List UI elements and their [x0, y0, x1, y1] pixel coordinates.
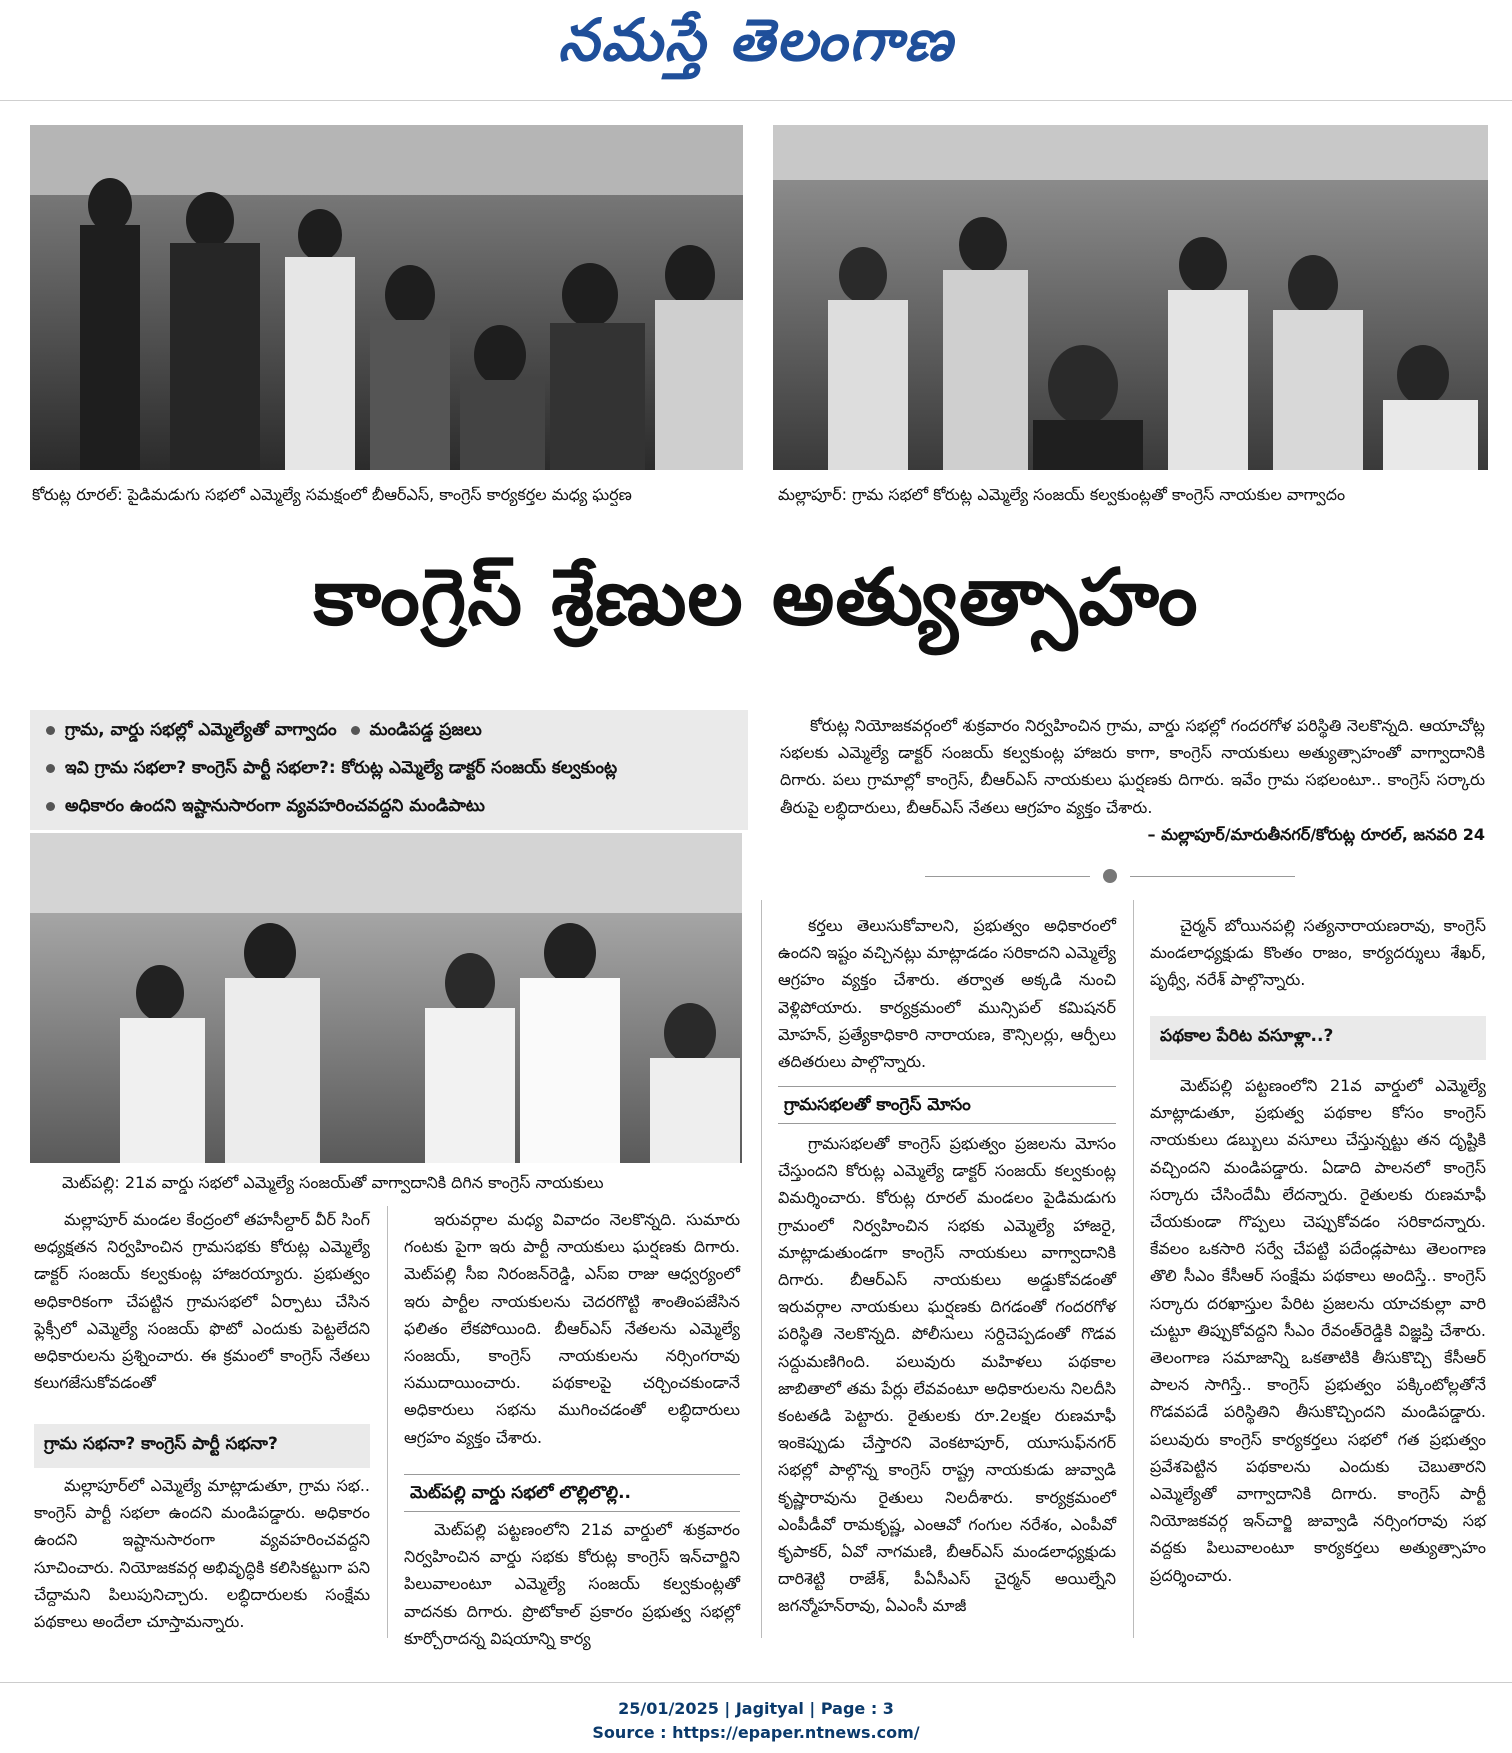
main-headline: కాంగ్రెస్‌ శ్రేణుల అత్యుత్సాహం	[313, 553, 1199, 643]
highlight-item	[46, 718, 482, 742]
article-column-4b	[1150, 1072, 1486, 1589]
bullet-icon	[46, 764, 55, 773]
highlight-text: మండిపడ్డ ప్రజలు	[369, 720, 482, 740]
column-2-text: ఇరువర్గాల మధ్య వివాదం నెలకొన్నది. సుమారు గంటకు పైగా ఇరు పార్టీ నాయకులు ఘర్షణకు దిగారు. మెట్‌పల్లి సీఐ నిరంజన్‌రెడ్డి, ఎస్‌ఐ రాజు ఆధ్వర్యంలో ఇరు పార్టీల నాయకులను చెదరగొట్టి శాంతింపజేసిన ఫలితం లేకపోయింది. బీఆర్‌ఎస్‌ నేతలను ఎమ్మెల్యే సంజయ్‌, కాంగ్రెస్‌ నాయకులను నర్సింగరావు సముదాయించారు. పథకాలపై చర్చించకుండానే అధికారులు సభను ముగించడంతో లబ్ధిదారులు ఆగ్రహం వ్యక్తం చేశారు.	[404, 1210, 740, 1447]
intro-paragraph	[780, 712, 1485, 848]
column-divider	[761, 900, 762, 1638]
photo-mid-left	[30, 833, 742, 1163]
column-3-text: కర్తలు తెలుసుకోవాలని, ప్రభుత్వం అధికారంలో ఉందని ఇష్టం వచ్చినట్లు మాట్లాడడం సరికాదని ఎమ్మెల్యే ఆగ్రహం వ్యక్తం చేశారు. తర్వాత అక్కడి నుంచి వెళ్లిపోయారు. కార్యక్రమంలో మున్సిపల్‌ కమిషనర్‌ మోహన్‌, ప్రత్యేకాధికారి నారాయణ, కౌన్సిలర్లు, ఆర్పీలు తదితరులు పాల్గొన్నారు.	[778, 916, 1116, 1072]
column-4-subhead: పథకాల పేరిట వసూళ్లా..?	[1150, 1016, 1486, 1060]
footer-source: Source : https://epaper.ntnews.com/	[592, 1723, 920, 1742]
bullet-icon	[46, 802, 55, 811]
column-1-text: మల్లాపూర్‌ మండల కేంద్రంలో తహసీల్దార్‌ వీర్‌ సింగ్‌ అధ్యక్షతన నిర్వహించిన గ్రామసభకు కోరుట్ల ఎమ్మెల్యే డాక్టర్‌ సంజయ్‌ కల్వకుంట్ల హాజరయ్యారు. ప్రభుత్వం అధికారికంగా చేపట్టిన గ్రామసభలో ఏర్పాటు చేసిన ఫ్లెక్సీలో ఎమ్మెల్యే సంజయ్‌ ఫొటో ఎందుకు పెట్టలేదని అధికారులను ప్రశ్నించారు. ఈ క్రమంలో కాంగ్రెస్‌ నేతలు కలుగజేసుకోవడంతో	[34, 1210, 370, 1393]
highlight-text: ఇవి గ్రామ సభలా? కాంగ్రెస్‌ పార్టీ సభలా?: కోరుట్ల ఎమ్మెల్యే డాక్టర్‌ సంజయ్‌ కల్వకుంట్ల	[65, 758, 618, 778]
photo-top-left-caption: కోరుట్ల రూరల్‌: పైడిమడుగు సభలో ఎమ్మెల్యే సమక్షంలో బీఆర్‌ఎస్‌, కాంగ్రెస్‌ కార్యకర్తల మధ్య ఘర్షణ	[32, 485, 632, 504]
bullet-icon	[351, 726, 360, 735]
photo-top-left	[30, 125, 743, 470]
article-column-1b	[34, 1472, 370, 1635]
highlight-text: గ్రామ, వార్డు సభల్లో ఎమ్మెల్యేతో వాగ్వాదం	[65, 720, 337, 740]
masthead	[0, 0, 1512, 101]
highlight-item	[46, 794, 485, 818]
article-column-2b	[404, 1516, 740, 1652]
column-1-text-2: మల్లాపూర్‌లో ఎమ్మెల్యే మాట్లాడుతూ, గ్రామ సభ.. కాంగ్రెస్‌ పార్టీ సభలా ఉందని మండిపడ్డారు. అధికారం ఉందని ఇష్టానుసారంగా వ్యవహరించవద్దని సూచించారు. నియోజకవర్గ అభివృద్ధికి కలిసికట్టుగా పని చేద్దామని పిలుపునిచ్చారు. లబ్ధిదారులకు సంక్షేమ పథకాలు అందేలా చూస్తామన్నారు.	[34, 1476, 370, 1632]
bullet-icon	[46, 726, 55, 735]
article-column-4	[1150, 912, 1486, 994]
intro-text: కోరుట్ల నియోజకవర్గంలో శుక్రవారం నిర్వహించిన గ్రామ, వార్డు సభల్లో గందరగోళ పరిస్థితి నెలకొన్నది. ఆయాచోట్ల సభలకు ఎమ్మెల్యే డాక్టర్‌ సంజయ్‌ కల్వకుంట్ల హాజరు కాగా, కాంగ్రెస్‌ నాయకులు అత్యుత్సాహంతో వాగ్వాదానికి దిగారు. పలు గ్రామాల్లో కాంగ్రెస్‌, బీఆర్‌ఎస్‌ నాయకులు ఘర్షణకు దిగారు. ఇవేం గ్రామ సభలంటూ.. కాంగ్రెస్‌ సర్కారు తీరుపై లబ్ధిదారులు, బీఆర్‌ఎస్‌ నేతలు ఆగ్రహం వ్యక్తం చేశారు.	[780, 716, 1485, 817]
column-4-text-2: మెట్‌పల్లి పట్టణంలోని 21వ వార్డులో ఎమ్మెల్యే మాట్లాడుతూ, ప్రభుత్వ పథకాల కోసం కాంగ్రెస్‌ నాయకులు డబ్బులు వసూలు చేస్తున్నట్టు తన దృష్టికి వచ్చిందని మండిపడ్డారు. ఏడాది పాలనలో కాంగ్రెస్‌ సర్కారు చేసిందేమీ లేదన్నారు. రైతులకు రుణమాఫీ చేయకుండా గొప్పలు చెప్పుకోవడం సరికాదన్నారు. కేవలం ఒకసారి సర్వే చేపట్టి పదేండ్లపాటు తెలంగాణ తొలి సీఎం కేసీఆర్‌ సంక్షేమ పథకాలు అందిస్తే.. కాంగ్రెస్‌ సర్కారు దరఖాస్తుల పేరిట ప్రజలను యాచకుల్లా వారి చుట్టూ తిప్పుకోవద్దని సీఎం రేవంత్‌రెడ్డికి విజ్ఞప్తి చేశారు. తెలంగాణ సమాజాన్ని ఒకతాటికి తీసుకొచ్చి కేసీఆర్‌ పాలన సాగిస్తే.. కాంగ్రెస్‌ ప్రభుత్వం పక్కింటోల్లతోనే గొడవపడే పరిస్థితిని తీసుకొచ్చిందని మండిపడ్డారు. పలువురు కాంగ్రెస్‌ కార్యకర్తలు సభలో గత ప్రభుత్వం ప్రవేశపెట్టిన పథకాలను ఎందుకు చెబుతారని ఎమ్మెల్యేతో వాగ్వాదానికి దిగారు. కాంగ్రెస్‌ పార్టీ నియోజకవర్గ ఇన్‌చార్జి జువ్వాడి నర్సింగరావు సభ వద్దకు పిలువాలంటూ కార్యకర్తలు అత్యుత్సాహం ప్రదర్శించారు.	[1150, 1076, 1486, 1585]
photo-mid-left-caption: మెట్‌పల్లి: 21వ వార్డు సభలో ఎమ్మెల్యే సంజయ్‌తో వాగ్వాదానికి దిగిన కాంగ్రెస్‌ నాయకులు	[62, 1173, 604, 1192]
photo-top-right	[773, 125, 1488, 470]
column-3-subhead: గ్రామసభలతో కాంగ్రెస్‌ మోసం	[778, 1086, 1116, 1124]
section-divider	[1130, 876, 1295, 877]
article-column-3	[778, 912, 1116, 1075]
column-3-text-2: గ్రామసభలతో కాంగ్రెస్‌ ప్రభుత్వం ప్రజలను మోసం చేస్తుందని కోరుట్ల ఎమ్మెల్యే డాక్టర్‌ సంజయ్‌ కల్వకుంట్ల విమర్శించారు. కోరుట్ల రూరల్‌ మండలం పైడిమడుగు గ్రామంలో నిర్వహించిన సభకు ఎమ్మెల్యే హాజరై, మాట్లాడుతుండగా కాంగ్రెస్‌ నాయకులు వాగ్వాదానికి దిగారు. బీఆర్‌ఎస్‌ నాయకులు అడ్డుకోవడంతో ఇరువర్గాల నాయకులు ఘర్షణకు దిగడంతో గందరగోళ పరిస్థితి నెలకొన్నది. పోలీసులు సర్దిచెప్పడంతో గొడవ సద్దుమణిగింది. పలువురు మహిళలు పథకాల జాబితాలో తమ పేర్లు లేవవంటూ అధికారులను నిలదీసి కంటతడి పెట్టారు. రైతులకు రూ.2లక్షల రుణమాఫీ ఇంకెప్పుడు చేస్తారని వెంకటాపూర్‌, యూసుఫ్‌నగర్‌ సభల్లో పాల్గొన్న కాంగ్రెస్‌ రాష్ట్ర నాయకుడు జువ్వాడి కృష్ణారావును రైతులు నిలదీశారు. కార్యక్రమంలో ఎంపీడీవో రామకృష్ణ, ఎంఆవో గంగుల నరేశం, ఎంపీవో కృపాకర్‌, ఏవో నాగమణి, బీఆర్‌ఎస్‌ మండలాధ్యక్షుడు దారిశెట్టి రాజేశ్‌, పీఏసీఎస్‌ చైర్మన్‌ అయిల్నేని జగన్మోహన్‌రావు, ఏఎంసీ మాజీ	[778, 1134, 1116, 1616]
crowd-photo-image	[773, 125, 1488, 470]
article-column-3b	[778, 1130, 1116, 1620]
column-divider	[387, 1206, 388, 1638]
highlight-text: అధికారం ఉందని ఇష్టానుసారంగా వ్యవహరించవద్దని మండిపాటు	[65, 796, 485, 816]
newspaper-title: నమస్తే తెలంగాణ	[558, 6, 954, 74]
highlight-item	[46, 756, 617, 780]
article-column-1	[34, 1206, 370, 1396]
footer-rule	[0, 1682, 1512, 1683]
dateline: – మల్లాపూర్‌/మారుతీనగర్‌/కోరుట్ల రూరల్‌, జనవరి 24	[1147, 824, 1485, 844]
crowd-photo-image	[30, 125, 743, 470]
photo-top-right-caption: మల్లాపూర్‌: గ్రామ సభలో కోరుట్ల ఎమ్మెల్యే సంజయ్‌ కల్వకుంట్లతో కాంగ్రెస్‌ నాయకుల వాగ్వాదం	[778, 485, 1346, 504]
column-divider	[1133, 900, 1134, 1638]
meeting-photo-image	[30, 833, 742, 1163]
footer-info: 25/01/2025 | Jagityal | Page : 3	[618, 1699, 894, 1718]
section-divider	[925, 876, 1090, 877]
highlights-box	[30, 710, 748, 830]
column-2-subhead: మెట్‌పల్లి వార్డు సభలో లొల్లిలొల్లి..	[404, 1474, 740, 1512]
column-4-text: చైర్మన్‌ బోయినపల్లి సత్యనారాయణరావు, కాంగ్రెస్‌ మండలాధ్యక్షుడు కొంతం రాజం, కార్యదర్శులు శేఖర్‌, పృథ్వీ, నరేశ్‌ పాల్గొన్నారు.	[1150, 916, 1486, 990]
article-column-2	[404, 1206, 740, 1451]
column-1-subhead: గ్రామ సభనా? కాంగ్రెస్‌ పార్టీ సభనా?	[34, 1424, 370, 1468]
column-2-text-2: మెట్‌పల్లి పట్టణంలోని 21వ వార్డులో శుక్రవారం నిర్వహించిన వార్డు సభకు కోరుట్ల కాంగ్రెస్‌ ఇన్‌చార్జిని పిలువాలంటూ ఎమ్మెల్యే సంజయ్‌ కల్వకుంట్లతో వాదనకు దిగారు. ప్రొటోకాల్‌ ప్రకారం ప్రభుత్వ సభల్లో కూర్చోరాదన్న విషయాన్ని కార్య	[404, 1520, 740, 1648]
divider-dot-icon	[1103, 869, 1117, 883]
